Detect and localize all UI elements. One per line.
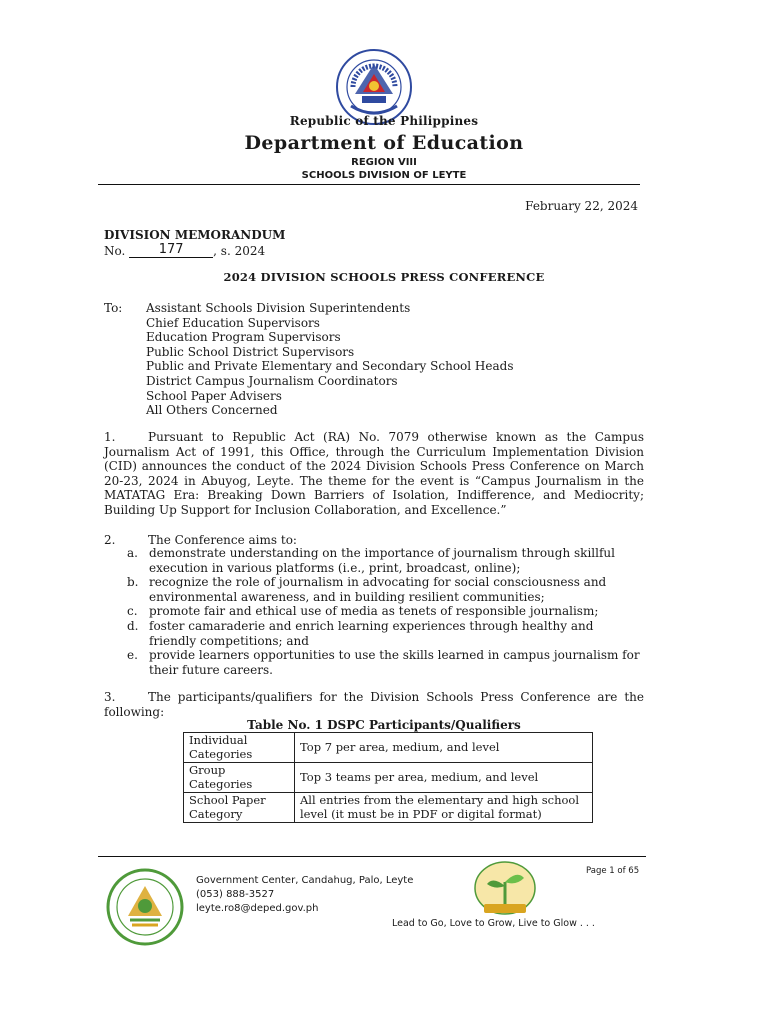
paragraph-1 — [104, 430, 644, 518]
table-row — [184, 733, 593, 763]
recipient-item: Assistant Schools Division Superintendents — [146, 301, 411, 315]
aims-list — [123, 546, 643, 677]
aim-letter: c. — [127, 604, 138, 619]
paragraph-text: The participants/qualifiers for the Division Schools Press Conference are the following: — [104, 690, 644, 719]
table-cell-detail: Top 7 per area, medium, and level — [295, 733, 593, 763]
memo-number-value: 177 — [129, 243, 213, 258]
aim-item — [123, 648, 643, 677]
table-title: Table No. 1 DSPC Participants/Qualifiers — [247, 718, 521, 732]
aim-item — [123, 604, 643, 619]
page-number: Page 1 of 65 — [586, 866, 640, 876]
memo-title: DIVISION MEMORANDUM — [104, 228, 286, 242]
table-cell-category: Group Categories — [184, 763, 295, 793]
paragraph-3 — [104, 690, 644, 719]
aim-letter: a. — [127, 546, 138, 560]
footer-phone: (053) 888-3527 — [196, 889, 275, 900]
aim-text: recognize the role of journalism in advocating for social consciousness and environmental awareness, and in building resilient communities; — [149, 575, 607, 604]
header-region: REGION VIII — [351, 157, 417, 168]
aim-letter: b. — [127, 575, 139, 590]
aim-text: provide learners opportunities to use the skills learned in campus journalism for their future careers. — [149, 648, 640, 677]
recipient-item: School Paper Advisers — [146, 388, 282, 403]
footer-contact — [196, 874, 413, 916]
aim-item — [123, 575, 643, 604]
recipient-item: District Campus Journalism Coordinators — [146, 373, 398, 388]
table-cell-category: School Paper Category — [184, 793, 295, 823]
recipient-item: Public and Private Elementary and Secondary School Heads — [146, 359, 514, 374]
memo-number — [104, 243, 265, 258]
aim-text: promote fair and ethical use of media as tenets of responsible journalism; — [149, 604, 599, 619]
recipient-item: Chief Education Supervisors — [146, 315, 320, 330]
footer-address: Government Center, Candahug, Palo, Leyte — [196, 875, 414, 886]
table-row — [184, 763, 593, 793]
paragraph-number: 3. — [104, 690, 116, 704]
memo-subject: 2024 DIVISION SCHOOLS PRESS CONFERENCE — [223, 270, 545, 284]
to-label: To: — [104, 301, 123, 315]
aim-letter: d. — [127, 618, 139, 633]
participants-table — [183, 732, 593, 823]
paragraph-text: Pursuant to Republic Act (RA) No. 7079 otherwise known as the Campus Journalism Act of 1991, this Office, through the Curriculum Implementation Division (CID) announces the conduct of the 2024 Division Schools Press Conference on March 20-23, 2024 in Abuyog, Leyte. The theme for the event is “Campus Journalism in the MATATAG Era: Breaking Down Barriers of Isolation, Indifference, and Mediocrity; Building Up Support for Inclusion Collaboration, and Excellence.” — [104, 430, 644, 517]
recipient-list — [146, 301, 513, 418]
memo-number-label: No. — [104, 244, 126, 258]
aim-letter: e. — [127, 648, 138, 663]
table-cell-category: Individual Categories — [184, 733, 295, 763]
header-divider — [98, 184, 640, 185]
table-row — [184, 793, 593, 823]
recipient-item: Education Program Supervisors — [146, 330, 341, 345]
footer-tagline: Lead to Go, Love to Grow, Live to Glow . . . — [392, 918, 595, 929]
paragraph-text: The Conference aims to: — [148, 533, 297, 547]
header-division: SCHOOLS DIVISION OF LEYTE — [301, 170, 467, 181]
memo-date: February 22, 2024 — [525, 199, 638, 213]
recipient-item: All Others Concerned — [146, 403, 278, 418]
aim-text: foster camaraderie and enrich learning experiences through healthy and friendly competitions; and — [149, 618, 594, 648]
header-republic: Republic of the Philippines — [289, 114, 479, 128]
paragraph-number: 2. — [104, 533, 116, 547]
footer-email[interactable]: leyte.ro8@deped.gov.ph — [196, 903, 319, 914]
recipient-item: Public School District Supervisors — [146, 344, 355, 359]
division-of-leyte-seal-logo — [106, 868, 184, 946]
table-cell-detail: Top 3 teams per area, medium, and level — [295, 763, 593, 793]
paragraph-number: 1. — [104, 430, 116, 444]
table-cell-detail: All entries from the elementary and high school level (it must be in PDF or digital format) — [295, 793, 593, 823]
aim-item — [123, 619, 643, 648]
seedling-logo — [470, 860, 540, 918]
aim-item — [123, 546, 643, 575]
aim-text: demonstrate understanding on the importance of journalism through skillful execution in various platforms (i.e., print, broadcast, online); — [149, 546, 615, 575]
footer-divider — [98, 856, 646, 857]
header-department: Department of Education — [244, 132, 524, 154]
memo-series: , s. 2024 — [213, 244, 266, 258]
